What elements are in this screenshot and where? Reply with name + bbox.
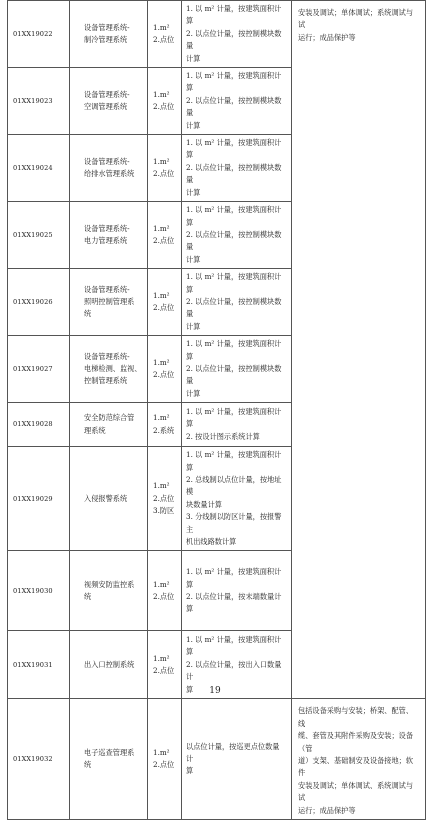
measurement-rule-line: 计算 bbox=[186, 254, 201, 264]
unit-cell bbox=[148, 447, 182, 551]
unit-cell bbox=[148, 336, 182, 403]
measurement-rule-line: 1. 以 m² 计量，按建筑面积计算 bbox=[186, 71, 282, 93]
item-name-line: 控制管理系统 bbox=[84, 376, 128, 386]
item-name-cell bbox=[70, 68, 148, 135]
item-name-line: 给排水管理系统 bbox=[84, 169, 135, 179]
item-code-cell: 01XX19023 bbox=[8, 68, 70, 135]
measurement-rule-line: 计算 bbox=[186, 120, 201, 130]
work-content-line: 缆、套管及其附件采购及安装；设备（管 bbox=[298, 731, 414, 753]
unit-line: 2.点位 bbox=[153, 665, 175, 675]
unit-cell bbox=[148, 699, 182, 820]
item-code-cell: 01XX19025 bbox=[8, 202, 70, 269]
item-name-line: 设备管理系统- bbox=[84, 156, 130, 166]
measurement-rule-cell bbox=[182, 135, 292, 202]
measurement-rule-line: 计算 bbox=[186, 388, 201, 398]
work-content-line: 安装及调试；单体调试、系统调试与试 bbox=[298, 780, 414, 803]
unit-cell bbox=[148, 202, 182, 269]
item-name-line: 设备管理系统- bbox=[84, 223, 130, 233]
unit-line: 2.点位 bbox=[153, 169, 175, 179]
item-name-line: 制冷管理系统 bbox=[84, 35, 128, 45]
measurement-rule-cell bbox=[182, 551, 292, 631]
unit-line: 2.点位 bbox=[153, 102, 175, 112]
work-content-cell bbox=[292, 1, 426, 699]
measurement-rule-cell bbox=[182, 403, 292, 447]
unit-cell bbox=[148, 135, 182, 202]
item-name-line: 设备管理系统- bbox=[84, 89, 130, 99]
page-number: 19 bbox=[209, 686, 221, 696]
item-name-line: 空调管理系统 bbox=[84, 102, 128, 112]
work-content-line: 运行；成品保护等 bbox=[298, 805, 356, 815]
measurement-rule-line: 2. 以点位计量，按出入口数量计 bbox=[186, 659, 282, 682]
table-row bbox=[8, 699, 426, 820]
item-code-cell: 01XX19030 bbox=[8, 551, 70, 631]
unit-cell bbox=[148, 1, 182, 68]
unit-line: 1.m² bbox=[153, 747, 170, 757]
unit-line: 1.m² bbox=[153, 357, 170, 367]
measurement-rule-line: 以点位计量，按巡更点位数量计 bbox=[186, 741, 280, 764]
unit-line: 2.点位 bbox=[153, 370, 175, 380]
measurement-rule-line: 2. 以点位计量，按末端数量计算 bbox=[186, 591, 282, 614]
unit-line: 1.m² bbox=[153, 290, 170, 300]
item-name-cell bbox=[70, 135, 148, 202]
unit-cell bbox=[148, 551, 182, 631]
item-name-line: 电梯检测、监视、 bbox=[84, 363, 142, 373]
measurement-rule-line: 1. 以 m² 计量，按建筑面积计算 bbox=[186, 138, 282, 160]
table-row bbox=[8, 1, 426, 68]
measurement-rule-cell bbox=[182, 336, 292, 403]
measurement-rule-line: 计算 bbox=[186, 321, 201, 331]
measurement-rule-line: 3. 分线制以防区计量，按报警主 bbox=[186, 512, 282, 534]
measurement-rule-cell bbox=[182, 202, 292, 269]
item-name-line: 理系统 bbox=[84, 425, 106, 435]
measurement-rule-line: 2. 以点位计量，按控制模块数量 bbox=[186, 363, 282, 386]
measurement-rule-line: 1. 以 m² 计量，按建筑面积计算 bbox=[186, 407, 282, 429]
measurement-rule-line: 算 bbox=[186, 766, 194, 776]
item-name-cell bbox=[70, 699, 148, 820]
item-code-cell: 01XX19022 bbox=[8, 1, 70, 68]
item-name-line: 设备管理系统- bbox=[84, 22, 130, 32]
measurement-rule-cell bbox=[182, 68, 292, 135]
measurement-rule-line: 2. 以点位计量，按控制模块数量 bbox=[186, 95, 282, 118]
measurement-rule-line: 1. 以 m² 计量，按建筑面积计算 bbox=[186, 339, 282, 361]
item-code-cell: 01XX19031 bbox=[8, 631, 70, 699]
unit-line: 3.防区 bbox=[153, 506, 175, 516]
item-name-line: 出入口控制系统 bbox=[84, 659, 135, 669]
measurement-rule-line: 计算 bbox=[186, 187, 201, 197]
work-content-line: 包括设备采购与安装；桥架、配管、线 bbox=[298, 706, 414, 728]
measurement-rule-line: 算 bbox=[186, 684, 194, 694]
unit-line: 1.m² bbox=[153, 413, 170, 423]
unit-line: 1.m² bbox=[153, 223, 170, 233]
item-name-line: 电力管理系统 bbox=[84, 236, 128, 246]
unit-line: 2.点位 bbox=[153, 303, 175, 313]
measurement-rule-line: 1. 以 m² 计量，按建筑面积计算 bbox=[186, 450, 282, 472]
item-code-cell: 01XX19029 bbox=[8, 447, 70, 551]
item-name-line: 统 bbox=[84, 309, 92, 319]
item-name-line: 视频安防监控系 bbox=[84, 579, 135, 589]
unit-line: 1.m² bbox=[153, 481, 170, 491]
item-name-cell bbox=[70, 202, 148, 269]
measurement-rule-cell bbox=[182, 269, 292, 336]
item-name-cell bbox=[70, 1, 148, 68]
item-code-cell: 01XX19026 bbox=[8, 269, 70, 336]
measurement-rule-cell bbox=[182, 699, 292, 820]
work-content-line: 运行；成品保护等 bbox=[298, 32, 356, 42]
measurement-rule-line: 块数量计算 bbox=[186, 499, 222, 509]
work-content-line: 安装及调试；单体调试；系统调试与试 bbox=[298, 8, 414, 30]
unit-cell bbox=[148, 68, 182, 135]
item-name-line: 统 bbox=[84, 591, 92, 601]
unit-line: 1.m² bbox=[153, 22, 170, 32]
item-name-line: 安全防范综合管 bbox=[84, 413, 135, 423]
unit-line: 2.点位 bbox=[153, 591, 175, 601]
item-name-cell bbox=[70, 447, 148, 551]
item-name-cell bbox=[70, 403, 148, 447]
measurement-rule-cell bbox=[182, 1, 292, 68]
measurement-rule-line: 1. 以 m² 计量，按建筑面积计算 bbox=[186, 272, 282, 294]
measurement-rule-line: 2. 以点位计量，按控制模块数量 bbox=[186, 229, 282, 252]
item-code-cell: 01XX19024 bbox=[8, 135, 70, 202]
specification-table bbox=[7, 0, 426, 820]
measurement-rule-line: 2. 以点位计量，按控制模块数量 bbox=[186, 296, 282, 319]
measurement-rule-line: 机出线路数计算 bbox=[186, 537, 237, 547]
item-name-line: 设备管理系统- bbox=[84, 351, 130, 361]
unit-cell bbox=[148, 269, 182, 336]
unit-line: 1.m² bbox=[153, 156, 170, 166]
item-code-cell: 01XX19032 bbox=[8, 699, 70, 820]
measurement-rule-cell bbox=[182, 447, 292, 551]
work-content-line: 道）支架、基础制安及设备接地；软件 bbox=[298, 756, 414, 778]
item-name-cell bbox=[70, 269, 148, 336]
item-code-cell: 01XX19028 bbox=[8, 403, 70, 447]
measurement-rule-line: 2. 以点位计量，按控制模块数量 bbox=[186, 28, 282, 51]
measurement-rule-line: 2. 总线制以点位计量，按地址模 bbox=[186, 475, 282, 497]
unit-line: 2.点位 bbox=[153, 35, 175, 45]
item-name-line: 电子巡查管理系 bbox=[84, 747, 135, 757]
unit-line: 2.系统 bbox=[153, 425, 175, 435]
measurement-rule-line: 1. 以 m² 计量，按建筑面积计算 bbox=[186, 634, 282, 657]
item-name-cell bbox=[70, 551, 148, 631]
unit-line: 1.m² bbox=[153, 653, 170, 663]
unit-line: 1.m² bbox=[153, 89, 170, 99]
unit-cell bbox=[148, 403, 182, 447]
item-name-line: 设备管理系统- bbox=[84, 284, 130, 294]
measurement-rule-line: 2. 按设计图示系统计算 bbox=[186, 431, 260, 441]
measurement-rule-line: 2. 以点位计量，按控制模块数量 bbox=[186, 162, 282, 185]
unit-line: 2.点位 bbox=[153, 236, 175, 246]
item-name-line: 统 bbox=[84, 760, 92, 770]
item-name-line: 照明控制管理系 bbox=[84, 296, 135, 306]
item-code-cell: 01XX19027 bbox=[8, 336, 70, 403]
work-content-cell bbox=[292, 699, 426, 820]
item-name-line: 入侵报警系统 bbox=[84, 493, 128, 503]
measurement-rule-line: 1. 以 m² 计量，按建筑面积计算 bbox=[186, 567, 282, 589]
measurement-rule-line: 1. 以 m² 计量，按建筑面积计算 bbox=[186, 205, 282, 227]
unit-line: 2.点位 bbox=[153, 760, 175, 770]
item-name-cell bbox=[70, 336, 148, 403]
measurement-rule-line: 计算 bbox=[186, 53, 201, 63]
unit-line: 1.m² bbox=[153, 579, 170, 589]
measurement-rule-line: 1. 以 m² 计量，按建筑面积计算 bbox=[186, 4, 282, 26]
table-body bbox=[8, 1, 426, 820]
unit-line: 2.点位 bbox=[153, 493, 175, 503]
